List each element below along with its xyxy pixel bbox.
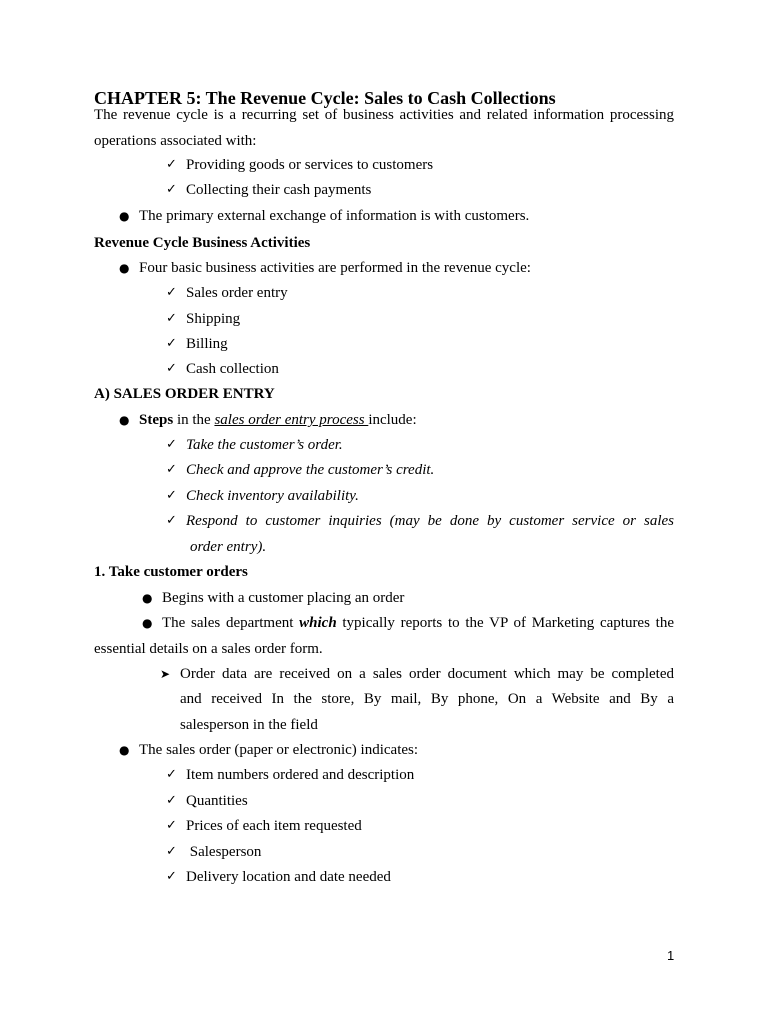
page-number: 1 [667,948,675,963]
bullet-icon: ● [142,616,153,630]
section-heading-take-orders: 1. Take customer orders [94,564,248,580]
step-item-respond: Respond to customer inquiries (may be done by customer service or sales [186,513,674,529]
check-icon: ✓ [166,793,177,808]
activity-item: Sales order entry [186,285,288,301]
sales-order-item: Item numbers ordered and description [186,767,415,783]
bullet-icon: ● [142,591,153,605]
check-icon: ✓ [166,844,177,859]
section-heading-activities: Revenue Cycle Business Activities [94,235,311,251]
check-icon: ✓ [166,488,177,503]
arrow-bullet-icon: ➤ [160,667,171,681]
sales-dept-text: The sales department [162,615,300,631]
activities-bullet: Four basic business activities are performed in the revenue cycle: [139,260,531,276]
check-icon: ✓ [166,818,177,833]
orders-bullet: Begins with a customer placing an order [162,590,405,606]
sales-order-item: Quantities [186,793,248,809]
orders-bullet-sales-dept-cont: essential details on a sales order form. [94,641,323,657]
intro-line-2: operations associated with: [94,133,257,149]
order-data-line-2: and received In the store, By mail, By phone, On a Website and By a [180,691,674,707]
sales-order-item: Delivery location and date needed [186,869,391,885]
intro-check-item: Providing goods or services to customers [186,157,434,173]
step-item-respond-cont: order entry). [190,539,267,555]
steps-mid-text: in the [173,412,215,428]
sales-order-item: Prices of each item requested [186,818,362,834]
order-data-line-3: salesperson in the field [180,717,318,733]
check-icon: ✓ [166,157,177,172]
activity-item: Shipping [186,311,241,327]
check-icon: ✓ [166,285,177,300]
check-icon: ✓ [166,311,177,326]
check-icon: ✓ [166,513,177,528]
steps-label: Steps [139,412,174,428]
check-icon: ✓ [166,437,177,452]
bullet-icon: ● [119,413,130,427]
bullet-icon: ● [119,209,130,223]
step-item: Take the customer’s order. [186,437,343,453]
steps-process-link: sales order entry process [214,412,369,428]
check-icon: ✓ [166,361,177,376]
sales-order-bullet: The sales order (paper or electronic) indicates: [139,742,419,758]
step-item: Check and approve the customer’s credit. [186,462,435,478]
steps-line [139,411,417,429]
which-emphasis: which [299,615,337,631]
sales-order-item: Salesperson [186,844,262,860]
section-heading-sales-order-entry: A) SALES ORDER ENTRY [94,386,275,402]
intro-line-1: The revenue cycle is a recurring set of business activities and related information processing [94,107,674,123]
check-icon: ✓ [166,462,177,477]
bullet-icon: ● [119,743,130,757]
page-title: CHAPTER 5: The Revenue Cycle: Sales to Cash Collections [94,88,556,108]
orders-bullet-sales-dept [162,614,674,632]
bullet-icon: ● [119,261,130,275]
check-icon: ✓ [166,767,177,782]
activity-item: Billing [186,336,228,352]
activity-item: Cash collection [186,361,279,377]
steps-end-text: include: [368,412,417,428]
intro-bullet: The primary external exchange of information is with customers. [139,208,530,224]
check-icon: ✓ [166,182,177,197]
step-item: Check inventory availability. [186,488,359,504]
intro-check-item: Collecting their cash payments [186,182,372,198]
check-icon: ✓ [166,869,177,884]
order-data-line-1: Order data are received on a sales order document which may be completed [180,666,674,682]
sales-dept-text-end: typically reports to the VP of Marketing captures the [336,615,674,631]
check-icon: ✓ [166,336,177,351]
